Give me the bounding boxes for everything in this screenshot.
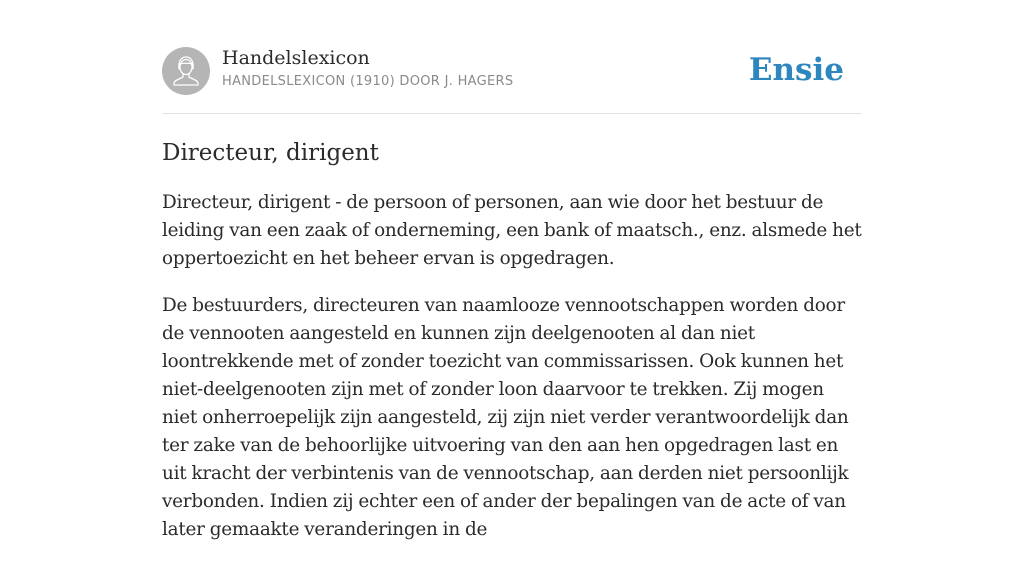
article-paragraph: Directeur, dirigent - de persoon of personen, aan wie door het bestuur de leiding van een zaak of onderneming, een bank of maatsch., enz. alsmede het oppertoezicht en het beheer ervan is opgedragen. xyxy=(162,192,862,269)
article-paragraph: De bestuurders, directeuren van naamlooze vennootschappen worden door de vennooten aangesteld en kunnen zijn deelgenooten al dan niet loontrekkende met of zonder toezicht van commissarissen. Ook kunnen het niet-deelgenooten zijn met of zonder loon daarvoor te trekken. Zij mogen niet onherroepelijk zijn aangesteld, zij zijn niet verder verantwoordelijk dan ter zake van de behoorlijke uitvoering van den aan hen opgedragen last en uit kracht der verbintenis van de vennootschap, aan derden niet persoonlijk verbonden. Indien zij echter een of ander der bepalingen van de acte of van later gemaakte veranderingen in de xyxy=(162,295,849,540)
header-divider xyxy=(162,113,862,114)
source-title[interactable]: Handelslexicon xyxy=(222,47,370,69)
source-header xyxy=(162,47,862,95)
article-body xyxy=(162,136,862,563)
source-subtitle[interactable]: HANDELSLEXICON (1910) DOOR J. HAGERS xyxy=(222,74,514,89)
avatar[interactable] xyxy=(162,47,210,95)
ensie-logo[interactable]: Ensie xyxy=(748,52,844,88)
article-title: Directeur, dirigent xyxy=(162,140,379,166)
user-silhouette-icon xyxy=(162,47,210,95)
